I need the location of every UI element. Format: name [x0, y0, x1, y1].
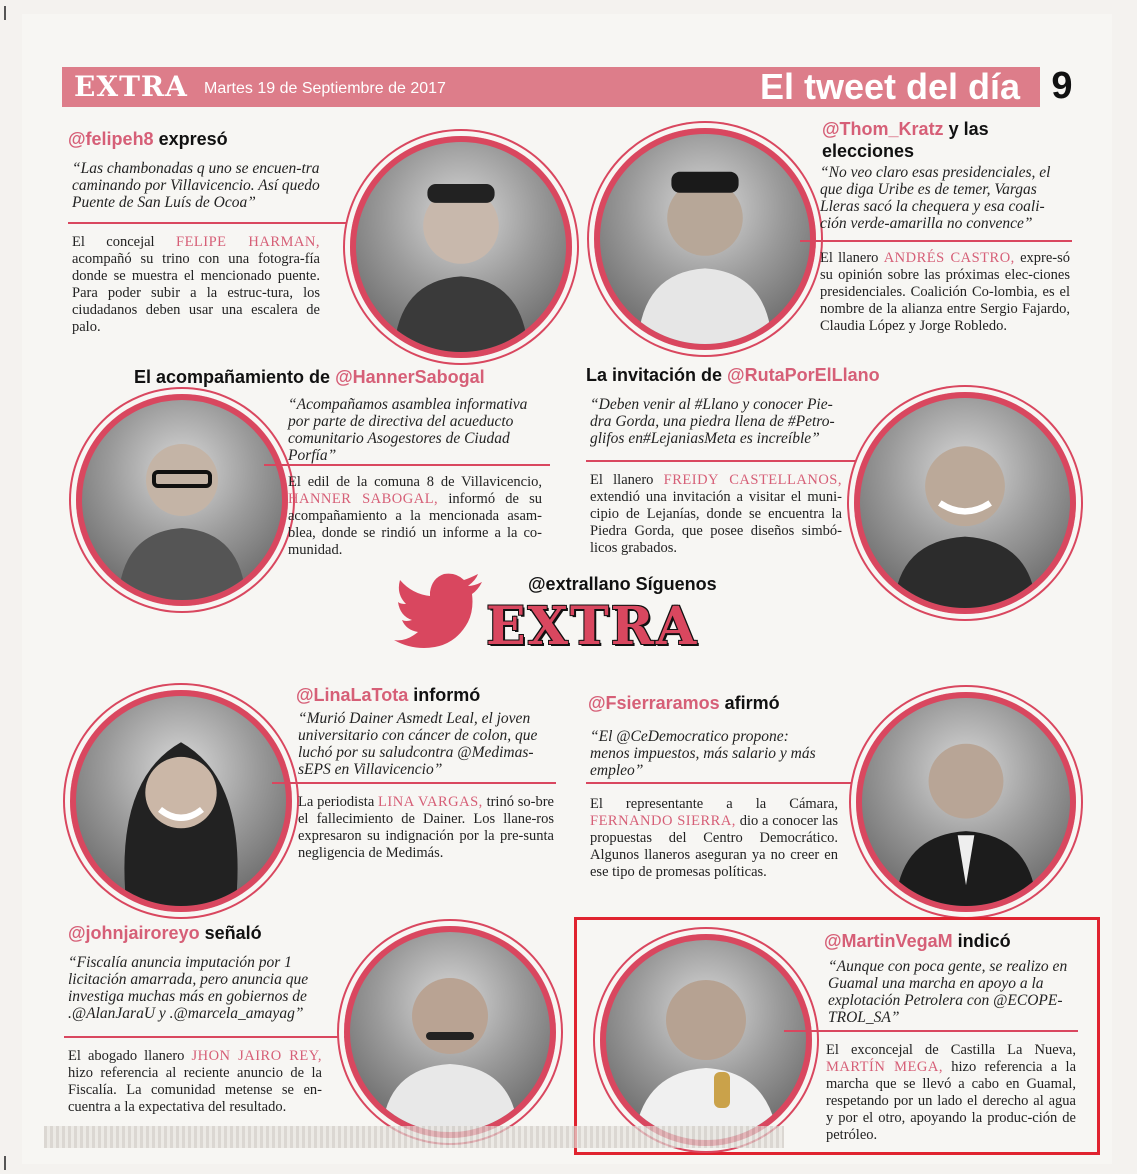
tweet-quote: “Deben venir al #Llano y conocer Pie-dra Gorda, una piedra llena de #Petro-glifos en#LejaniasMeta es increíble”: [590, 396, 835, 447]
heading-verb: y las elecciones: [822, 119, 989, 161]
story-heading: [586, 364, 880, 386]
person-icon: [600, 134, 810, 344]
person-icon: [76, 696, 286, 906]
page-number: 9: [1040, 64, 1084, 108]
twitter-handle: @LinaLaTota: [296, 685, 409, 705]
portrait-photo: [854, 392, 1076, 614]
twitter-handle: @Thom_Kratz: [822, 119, 944, 139]
person-name: ANDRÉS CASTRO,: [883, 250, 1015, 266]
tweet-quote: “Murió Dainer Asmedt Leal, el joven universitario con cáncer de colon, que luchó por su saludcontra @Medimas-sEPS en Villavicencio”: [298, 710, 538, 778]
twitter-handle: @johnjairoreyo: [68, 923, 200, 943]
twitter-handle: @RutaPorElLlano: [727, 365, 880, 385]
twitter-handle: @HannerSabogal: [335, 367, 485, 387]
scan-artifact-bar: [44, 1126, 784, 1148]
person-name: HANNER SABOGAL,: [288, 491, 439, 507]
section-title: El tweet del día: [760, 66, 1021, 107]
twitter-handle: @MartinVegaM: [824, 931, 953, 951]
twitter-handle: @felipeh8: [68, 129, 154, 149]
divider: [264, 464, 550, 466]
story-body: El concejal FELIPE HARMAN, acompañó su trino con una fotogra-fía donde se muestra el mencionado puente. Para poder subir a la estruc-tura, los ciudadanos deben usar una escalera de palo.: [72, 234, 321, 335]
person-icon: [356, 142, 566, 352]
portrait-photo: [70, 690, 292, 912]
person-icon: [82, 400, 282, 600]
person-icon: [606, 940, 806, 1140]
story-heading: [134, 366, 485, 388]
heading-verb: indicó: [957, 931, 1011, 951]
follow-us-text: @extrallano Síguenos: [528, 574, 717, 594]
story-heading: [68, 922, 262, 944]
tweet-quote: “Las chambonadas q uno se encuen-tra caminando por Villavicencio. Así quedo Puente de San Luís de Ocoa”: [72, 160, 320, 211]
person-icon: [862, 698, 1070, 906]
story-heading: [588, 692, 780, 714]
tweet-quote: “No veo claro esas presidenciales, el que diga Uribe es de temer, Vargas Lleras sacó la chequera y esa coali-ción verde-amarilla no convence”: [820, 164, 1051, 232]
portrait-photo: [856, 692, 1076, 912]
twitter-handle: @Fsierraramos: [588, 693, 720, 713]
heading-verb: señaló: [204, 923, 262, 943]
divider: [272, 782, 556, 784]
divider: [784, 1030, 1078, 1032]
heading-verb: expresó: [158, 129, 228, 149]
twitter-bird-icon: [394, 572, 486, 648]
story-heading: [822, 118, 1052, 162]
person-name: FELIPE HARMAN,: [176, 234, 321, 250]
divider: [64, 1036, 364, 1038]
tweet-quote: “Aunque con poca gente, se realizo en Guamal una marcha en apoyo a la explotación Petrolera con @ECOPE-TROL_SA”: [828, 958, 1068, 1026]
person-name: LINA VARGAS,: [378, 794, 483, 810]
heading-lead: El acompañamiento de: [134, 367, 331, 387]
person-icon: [350, 932, 550, 1132]
heading-lead: La invitación de: [586, 365, 723, 385]
portrait-photo: [344, 926, 556, 1138]
story-heading: [68, 128, 228, 150]
story-heading: [296, 684, 480, 706]
portrait-photo: [594, 128, 816, 350]
story-body: La periodista LINA VARGAS, trinó so-bre el fallecimiento de Dainer. Los llane-ros expresaron su indignación por la pre-sunta negligencia de Medimás.: [298, 794, 554, 861]
story-body: El exconcejal de Castilla La Nueva, MARTÍN MEGA, hizo referencia a la marcha que se llevó a cabo en Guamal, respetando por un lado el derecho al agua y por el otro, apoyando la produc-ción de petróleo.: [826, 1042, 1076, 1143]
crop-mark: [4, 1156, 6, 1170]
divider: [586, 460, 862, 462]
story-body: El llanero FREIDY CASTELLANOS, extendió una invitación a visitar el muni-cipio de Lejanías, donde se encuentra la Piedra Gorda, que posee diseños simbó-licos grabados.: [590, 472, 842, 556]
extra-logo: EXTRA: [486, 596, 699, 657]
person-name: JHON JAIRO REY,: [191, 1048, 322, 1064]
story-body: El abogado llanero JHON JAIRO REY, hizo referencia al reciente anuncio de la Fiscalía. La comunidad metense se en-cuentra a la expectativa del resultado.: [68, 1048, 322, 1115]
portrait-photo: [600, 934, 812, 1146]
tweet-quote: “Acompañamos asamblea informativa por parte de directiva del acueducto comunitario Asogestores de Ciudad Porfía”: [288, 396, 528, 464]
heading-verb: informó: [413, 685, 481, 705]
story-heading: [824, 930, 1011, 952]
divider: [586, 782, 866, 784]
person-name: FERNANDO SIERRA,: [590, 813, 736, 829]
portrait-photo: [76, 394, 288, 606]
tweet-quote: “El @CeDemocratico propone: menos impuestos, más salario y más empleo”: [590, 728, 816, 779]
brand-logo: EXTRA: [74, 70, 188, 103]
tweet-quote: “Fiscalía anuncia imputación por 1 licitación amarrada, pero anuncia que investiga muchas más en gobiernos de .@AlanJaraU y .@marcela_amayag”: [68, 954, 309, 1022]
portrait-photo: [350, 136, 572, 358]
person-icon: [860, 398, 1070, 608]
story-body: El llanero ANDRÉS CASTRO, expre-só su opinión sobre las próximas elec-ciones presidenciales. Coalición Co-lombia, es el nombre de la alianza entre Sergio Fajardo, Claudia López y Jorge Robledo.: [820, 250, 1070, 334]
story-body: El edil de la comuna 8 de Villavicencio, HANNER SABOGAL, informó de su acompañamiento a la mencionada asam-blea, donde se rindió un informe a la co-munidad.: [288, 474, 542, 558]
story-body: El representante a la Cámara, FERNANDO SIERRA, dio a conocer las propuestas del Centro Democrático. Algunos llaneros aseguran ya no creer en ese tipo de promesas políticas.: [590, 796, 838, 880]
issue-date: Martes 19 de Septiembre de 2017: [204, 80, 446, 97]
divider: [800, 240, 1072, 242]
crop-mark: [4, 6, 6, 20]
person-name: MARTÍN MEGA,: [826, 1059, 943, 1075]
heading-verb: afirmó: [724, 693, 780, 713]
person-name: FREIDY CASTELLANOS,: [663, 472, 842, 488]
divider: [68, 222, 368, 224]
